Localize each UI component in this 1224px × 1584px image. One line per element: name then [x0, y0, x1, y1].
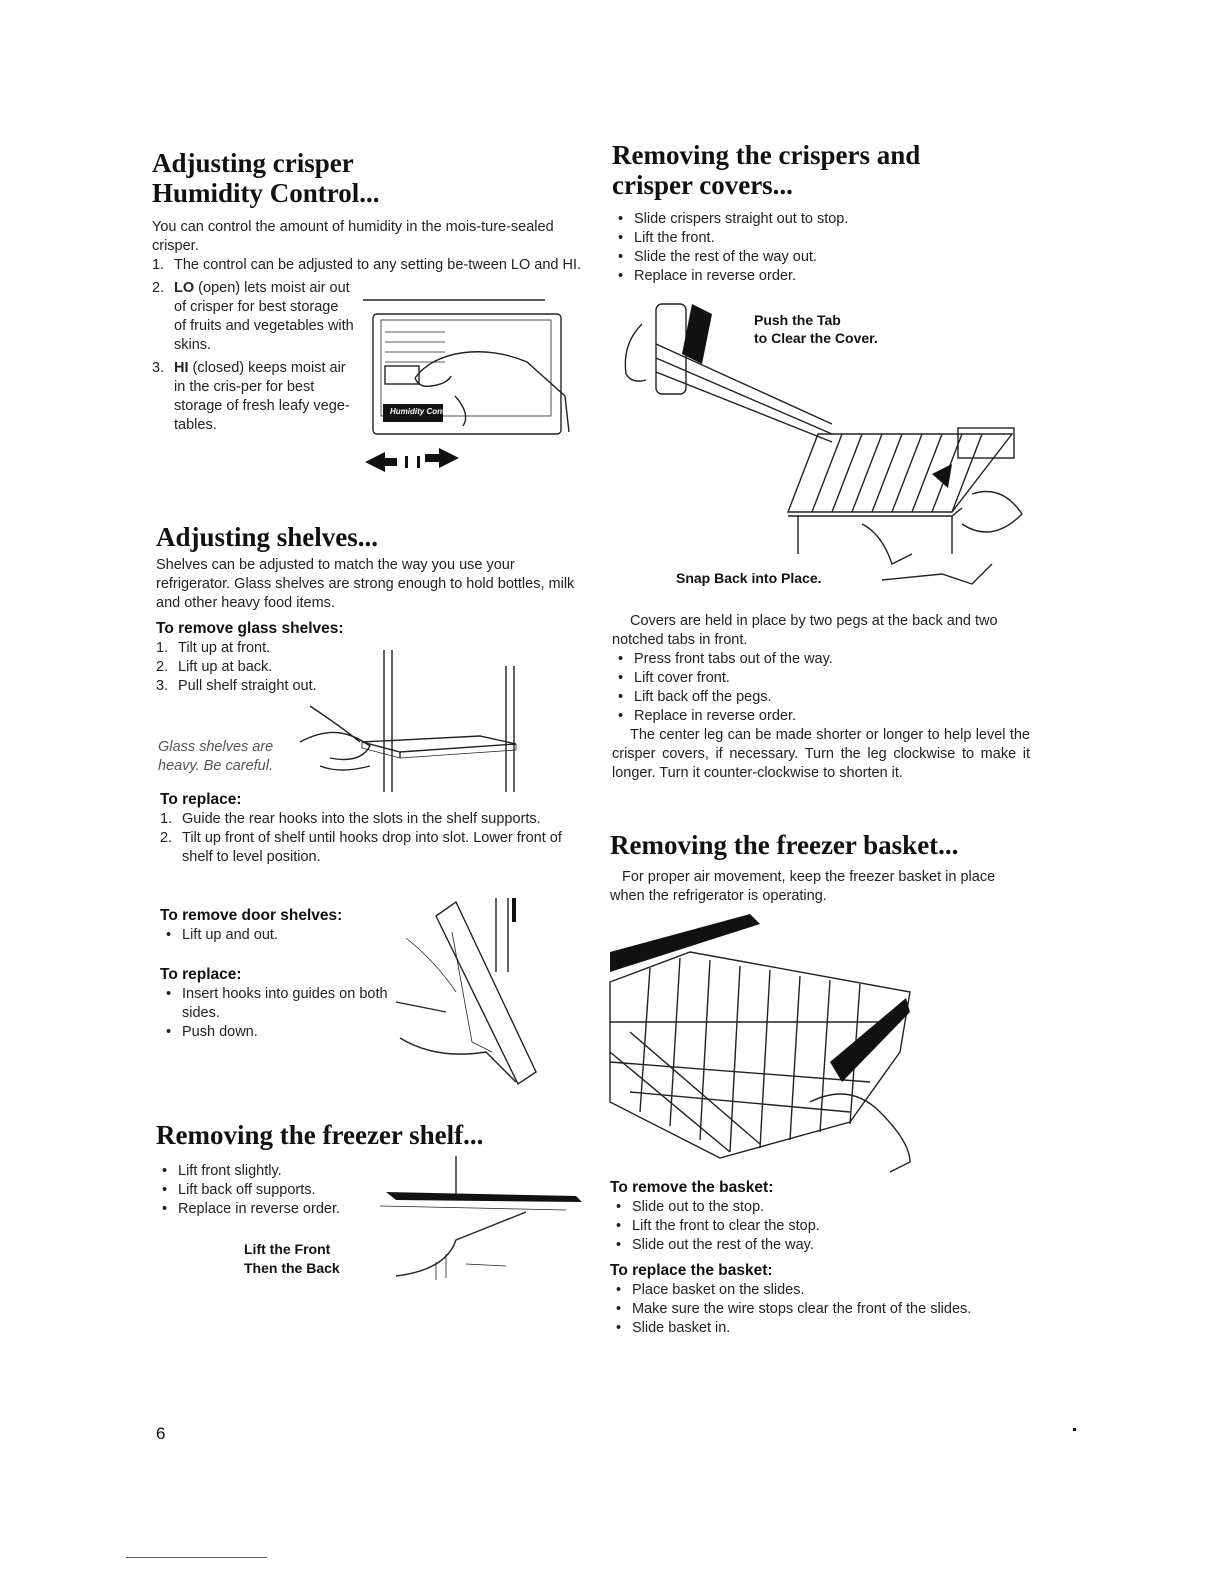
snap-back-caption: Snap Back into Place. — [676, 570, 822, 586]
crisper-step-3 — [152, 359, 354, 435]
remove-glass-step-2-text: Lift up at back. — [178, 659, 273, 675]
crisper-step-2-text: (open) lets moist air out of crisper for best storage of fruits and vegetables with skins. — [174, 280, 354, 353]
humidity-control-illustration — [355, 292, 585, 492]
push-tab-caption-1: Push the Tab — [754, 312, 841, 328]
crisper-step-1-number: 1. — [152, 257, 165, 273]
covers-step-4: • Replace in reverse order. — [612, 707, 1030, 726]
crispers-section — [612, 140, 1042, 286]
crispers-step-2: • Lift the front. — [612, 229, 1042, 248]
shelves-intro: Shelves can be adjusted to match the way you use your refrigerator. Glass shelves are strong enough to hold bottles, milk and other heavy food items. — [156, 557, 575, 611]
covers-text: Covers are held in place by two pegs at the back and two notched tabs in front. — [612, 613, 998, 648]
remove-basket-step-1: • Slide out to the stop. — [610, 1198, 1030, 1217]
door-shelf-illustration — [396, 892, 556, 1087]
remove-door-shelves-title: To remove door shelves: — [160, 907, 343, 924]
freezer-basket-heading: Removing the freezer basket... — [610, 830, 959, 860]
freezer-shelf-heading: Removing the freezer shelf... — [156, 1120, 484, 1150]
crispers-heading-line2: crisper covers... — [612, 170, 793, 200]
remove-basket-title: To remove the basket: — [610, 1179, 774, 1196]
crisper-step-1 — [152, 256, 584, 275]
margin-dot — [1073, 1428, 1076, 1431]
freezer-shelf-caption-2: Then the Back — [244, 1260, 340, 1276]
freezer-basket-illustration — [610, 912, 920, 1174]
replace-glass-step-1 — [160, 810, 592, 829]
freezer-basket-section — [610, 830, 1030, 906]
replace-basket-step-2: • Make sure the wire stops clear the front of the slides. — [610, 1300, 1032, 1319]
glass-shelf-illustration — [300, 646, 530, 796]
humidity-panel-label: Humidity Control — [390, 407, 455, 416]
remove-glass-step-3-text: Pull shelf straight out. — [178, 678, 317, 694]
replace-glass-step-2-text: Tilt up front of shelf until hooks drop into slot. Lower front of shelf to level position. — [182, 830, 562, 865]
replace-glass-step-2 — [160, 829, 592, 867]
covers-step-2: • Lift cover front. — [612, 669, 1030, 688]
replace-door-title: To replace: — [160, 966, 242, 983]
crisper-step-1-text: The control can be adjusted to any setting be-tween LO and HI. — [174, 257, 582, 273]
replace-basket-title: To replace the basket: — [610, 1262, 773, 1279]
crisper-intro: You can control the amount of humidity in the mois-ture-sealed crisper. — [152, 219, 554, 254]
remove-glass-step-2-number: 2. — [156, 659, 169, 675]
replace-glass-title: To replace: — [160, 791, 242, 808]
remove-glass-step-1-number: 1. — [156, 640, 169, 656]
crisper-heading-line2: Humidity Control... — [152, 178, 380, 208]
crisper-step-2 — [152, 279, 354, 355]
crisper-step-3-text: (closed) keeps moist air in the cris-per for best storage of fresh leafy vege-tables. — [174, 360, 350, 433]
page-number: 6 — [156, 1424, 166, 1443]
replace-glass-step-1-text: Guide the rear hooks into the slots in the shelf supports. — [182, 811, 541, 827]
freezer-shelf-step-2: • Lift back off supports. — [156, 1181, 396, 1200]
shelves-heading: Adjusting shelves... — [156, 522, 379, 552]
replace-glass-step-2-number: 2. — [160, 830, 173, 846]
crispers-heading — [612, 140, 1042, 200]
crisper-step-3-number: 3. — [152, 360, 165, 376]
freezer-shelf-step-3: • Replace in reverse order. — [156, 1200, 396, 1219]
freezer-shelf-steps — [156, 1162, 396, 1219]
crisper-step-3-key: HI — [174, 360, 189, 376]
freezer-shelf-caption-1: Lift the Front — [244, 1241, 331, 1257]
replace-glass-section — [160, 790, 580, 867]
covers-step-3: • Lift back off the pegs. — [612, 688, 1030, 707]
push-tab-caption-2: to Clear the Cover. — [754, 330, 878, 346]
replace-basket-step-3: • Slide basket in. — [610, 1319, 1030, 1338]
freezer-shelf-step-1: • Lift front slightly. — [156, 1162, 396, 1181]
remove-basket-step-3: • Slide out the rest of the way. — [610, 1236, 1030, 1255]
crispers-steps — [612, 210, 1042, 286]
crispers-step-1: • Slide crispers straight out to stop. — [612, 210, 1042, 229]
replace-door-step-1: • Insert hooks into guides on both sides. — [160, 985, 392, 1023]
crisper-step-2-key: LO — [174, 280, 195, 296]
basket-instructions — [610, 1178, 1030, 1338]
replace-glass-step-1-number: 1. — [160, 811, 173, 827]
glass-shelves-note: Glass shelves are heavy. Be careful. — [158, 739, 274, 774]
remove-door-step-1: • Lift up and out. — [160, 926, 390, 945]
covers-step-1: • Press front tabs out of the way. — [612, 650, 1030, 669]
replace-basket-step-1: • Place basket on the slides. — [610, 1281, 1030, 1300]
crispers-step-4: • Replace in reverse order. — [612, 267, 1042, 286]
crisper-covers-section — [612, 612, 1030, 783]
remove-glass-step-1-text: Tilt up at front. — [178, 640, 271, 656]
door-shelves-section — [160, 906, 390, 1042]
crispers-step-3: • Slide the rest of the way out. — [612, 248, 1042, 267]
crisper-heading-line1: Adjusting crisper — [152, 148, 354, 178]
crispers-heading-line1: Removing the crispers and — [612, 140, 921, 170]
replace-door-step-2: • Push down. — [160, 1023, 390, 1042]
remove-basket-step-2: • Lift the front to clear the stop. — [610, 1217, 1030, 1236]
crisper-heading — [152, 148, 592, 208]
footer-rule — [126, 1557, 267, 1558]
freezer-shelf-illustration — [376, 1150, 586, 1280]
crisper-step-2-number: 2. — [152, 280, 165, 296]
freezer-basket-intro: For proper air movement, keep the freezer basket in place when the refrigerator is operating. — [610, 869, 996, 904]
center-leg-text: The center leg can be made shorter or longer to help level the crisper covers, if necessary. Turn the leg clockwise to make it longer. Turn it counter-clockwise to shorten it. — [612, 727, 1030, 781]
remove-glass-step-3-number: 3. — [156, 678, 169, 694]
remove-glass-shelves-title: To remove glass shelves: — [156, 620, 344, 637]
